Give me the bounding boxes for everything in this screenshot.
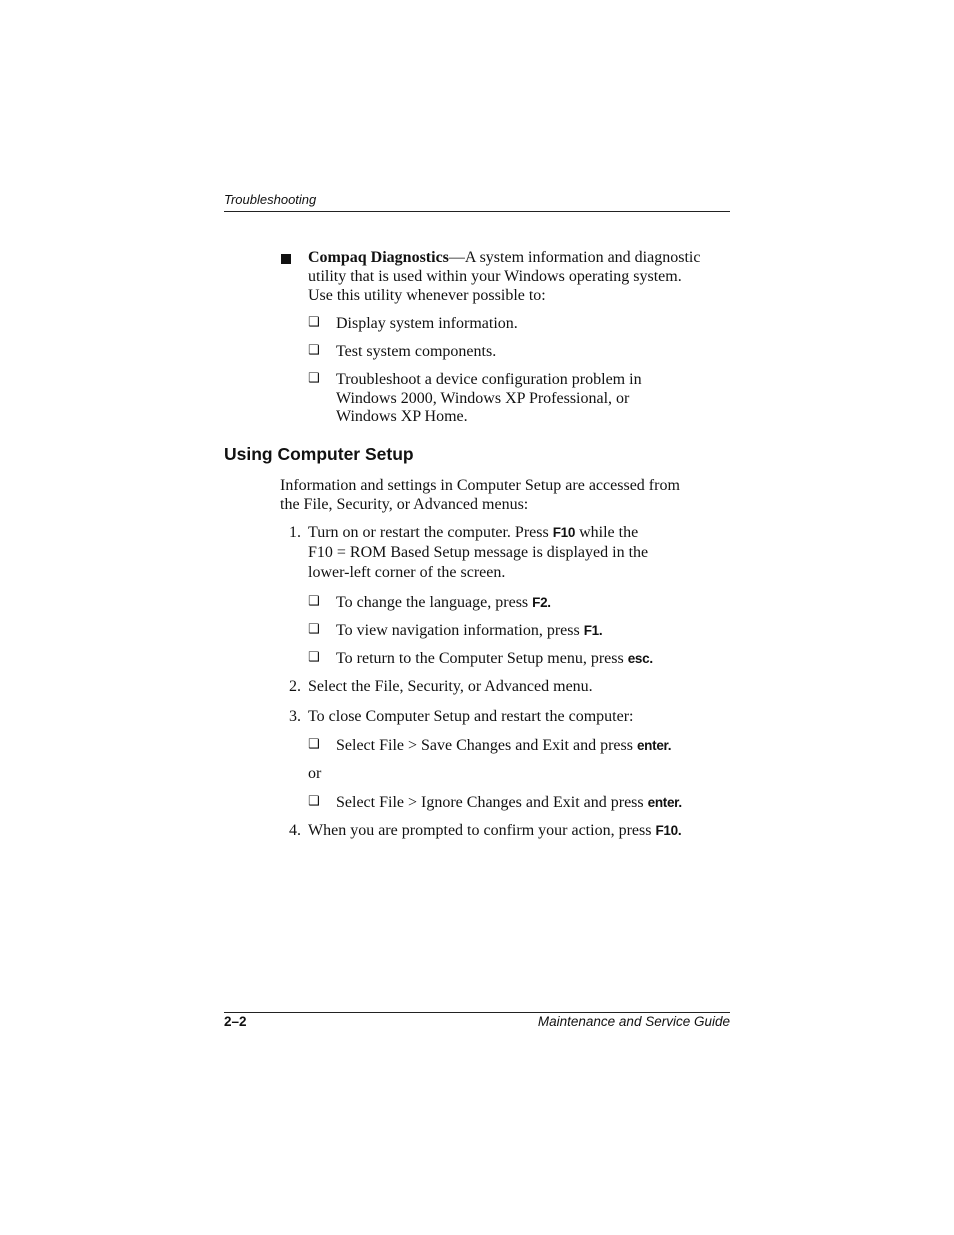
step-4-number: 4.: [289, 822, 301, 839]
key-enter: enter.: [647, 795, 682, 810]
diagnostics-bullet-3-line-3: Windows XP Home.: [336, 408, 468, 425]
diagnostics-line-3: Use this utility whenever possible to:: [308, 287, 546, 304]
key-f2: F2.: [532, 595, 551, 610]
key-f10: F10: [552, 525, 576, 540]
step-1-line-2: F10 = ROM Based Setup message is displayed in the: [308, 544, 649, 561]
diagnostics-bullet-3-line-1: Troubleshoot a device configuration problem in: [336, 371, 642, 388]
step-1-bullet-1: To change the language, press F2.: [336, 594, 551, 611]
hollow-box-bullet-icon: ❑: [308, 343, 320, 358]
hollow-box-bullet-icon: ❑: [308, 371, 320, 386]
intro-line-2: the File, Security, or Advanced menus:: [280, 496, 529, 513]
or-connector: or: [308, 765, 322, 782]
diagnostics-bullet-1: Display system information.: [336, 315, 518, 332]
key-esc: esc.: [627, 651, 653, 666]
step-2-text: Select the File, Security, or Advanced menu.: [308, 678, 593, 695]
key-f1: F1.: [583, 623, 603, 638]
filled-square-bullet-icon: [281, 251, 291, 269]
step-3-bullet-2: Select File > Ignore Changes and Exit and press enter.: [336, 794, 682, 811]
key-f10: F10.: [655, 823, 682, 838]
step-3-text: To close Computer Setup and restart the computer:: [308, 708, 634, 725]
hollow-box-bullet-icon: ❑: [308, 315, 320, 330]
step-2-number: 2.: [289, 678, 301, 695]
guide-title: Maintenance and Service Guide: [537, 1014, 730, 1029]
running-header: Troubleshooting: [224, 192, 317, 207]
diagnostics-line-1: Compaq Diagnostics—A system information and diagnostic: [308, 249, 701, 266]
diagnostics-line-2: utility that is used within your Windows operating system.: [308, 268, 682, 285]
diagnostics-title: Compaq Diagnostics: [308, 249, 449, 266]
footer-rule: [224, 1012, 730, 1013]
key-enter: enter.: [636, 738, 672, 753]
hollow-box-bullet-icon: ❑: [308, 737, 320, 752]
step-1-number: 1.: [289, 524, 301, 541]
diagnostics-bullet-2: Test system components.: [336, 343, 497, 360]
section-heading: Using Computer Setup: [224, 444, 414, 464]
diagnostics-bullet-3-line-2: Windows 2000, Windows XP Professional, or: [336, 390, 630, 407]
hollow-box-bullet-icon: ❑: [308, 794, 320, 809]
step-4-text: When you are prompted to confirm your action, press F10.: [308, 822, 682, 839]
hollow-box-bullet-icon: ❑: [308, 622, 320, 637]
step-1-line-3: lower-left corner of the screen.: [308, 564, 506, 581]
step-3-number: 3.: [289, 708, 301, 725]
hollow-box-bullet-icon: ❑: [308, 650, 320, 665]
step-3-bullet-1: Select File > Save Changes and Exit and press enter.: [336, 737, 672, 754]
step-1-bullet-2: To view navigation information, press F1.: [336, 622, 603, 639]
intro-line-1: Information and settings in Computer Setup are accessed from: [280, 477, 680, 494]
step-1-line-1: Turn on or restart the computer. Press F10 while the: [308, 524, 639, 541]
page-number: 2–2: [224, 1014, 247, 1029]
step-1-bullet-3: To return to the Computer Setup menu, press esc.: [336, 650, 653, 667]
hollow-box-bullet-icon: ❑: [308, 594, 320, 609]
header-rule: [224, 211, 730, 212]
